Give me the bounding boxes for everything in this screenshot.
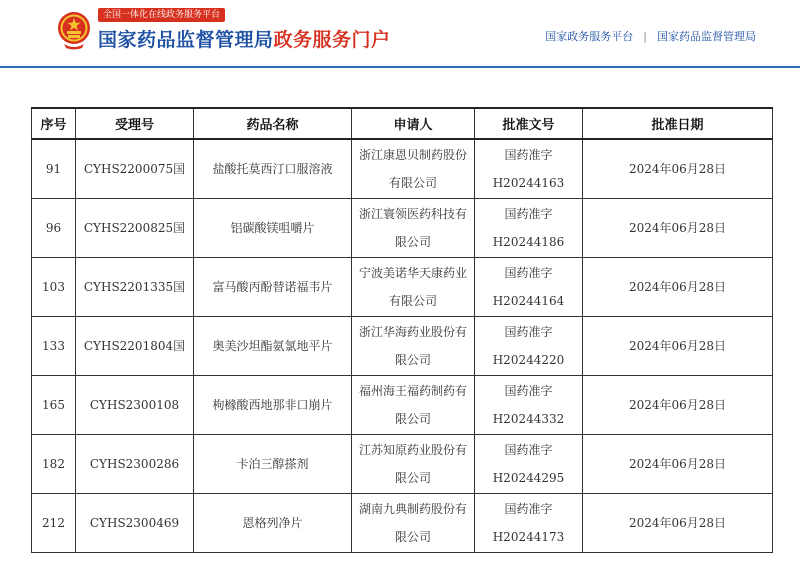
cell-no: 133	[32, 317, 76, 376]
approval-table	[31, 107, 773, 553]
col-header-approval-date: 批准日期	[583, 108, 773, 139]
cell-applicant: 福州海王福药制药有限公司	[352, 376, 475, 435]
cell-applicant: 浙江康恩贝制药股份有限公司	[352, 139, 475, 199]
cell-approval-no: 国药准字H20244173	[475, 494, 583, 553]
cell-approval-date: 2024年06月28日	[583, 435, 773, 494]
cell-approval-date: 2024年06月28日	[583, 199, 773, 258]
portal-title-main: 国家药品监督管理局	[98, 29, 274, 51]
cell-approval-date: 2024年06月28日	[583, 258, 773, 317]
col-header-approval-no: 批准文号	[475, 108, 583, 139]
cell-approval-date: 2024年06月28日	[583, 376, 773, 435]
table-row	[32, 139, 773, 199]
cell-no: 212	[32, 494, 76, 553]
table-row	[32, 199, 773, 258]
table-row	[32, 376, 773, 435]
cell-drug-name: 盐酸托莫西汀口服溶液	[194, 139, 352, 199]
site-header	[0, 0, 800, 68]
cell-approval-no: 国药准字H20244332	[475, 376, 583, 435]
cell-no: 96	[32, 199, 76, 258]
cell-applicant: 浙江寰领医药科技有限公司	[352, 199, 475, 258]
col-header-applicant: 申请人	[352, 108, 475, 139]
table-row	[32, 435, 773, 494]
cell-accept-no: CYHS2300469	[76, 494, 194, 553]
top-links	[545, 28, 756, 46]
table-row	[32, 258, 773, 317]
cell-approval-date: 2024年06月28日	[583, 317, 773, 376]
cell-drug-name: 铝碳酸镁咀嚼片	[194, 199, 352, 258]
cell-no: 165	[32, 376, 76, 435]
cell-approval-no: 国药准字H20244220	[475, 317, 583, 376]
col-header-accept-no: 受理号	[76, 108, 194, 139]
cell-approval-no: 国药准字H20244186	[475, 199, 583, 258]
col-header-drug-name: 药品名称	[194, 108, 352, 139]
col-header-no: 序号	[32, 108, 76, 139]
cell-drug-name: 枸橼酸西地那非口崩片	[194, 376, 352, 435]
cell-no: 182	[32, 435, 76, 494]
cell-accept-no: CYHS2200825国	[76, 199, 194, 258]
link-separator: |	[643, 30, 647, 43]
cell-accept-no: CYHS2300286	[76, 435, 194, 494]
cell-accept-no: CYHS2300108	[76, 376, 194, 435]
portal-title-sub: 政务服务门户	[273, 29, 391, 51]
table-row	[32, 494, 773, 553]
cell-accept-no: CYHS2200075国	[76, 139, 194, 199]
cell-drug-name: 卡泊三醇搽剂	[194, 435, 352, 494]
table-header-row	[32, 108, 773, 139]
platform-tag: 全国一体化在线政务服务平台	[98, 8, 225, 22]
cell-no: 103	[32, 258, 76, 317]
table-row	[32, 317, 773, 376]
cell-applicant: 湖南九典制药股份有限公司	[352, 494, 475, 553]
portal-title[interactable]	[98, 26, 391, 54]
cell-no: 91	[32, 139, 76, 199]
cell-approval-date: 2024年06月28日	[583, 139, 773, 199]
link-national-gov-service[interactable]: 国家政务服务平台	[545, 30, 634, 43]
cell-accept-no: CYHS2201804国	[76, 317, 194, 376]
national-emblem-icon[interactable]	[56, 10, 92, 50]
cell-approval-no: 国药准字H20244163	[475, 139, 583, 199]
cell-approval-no: 国药准字H20244295	[475, 435, 583, 494]
cell-drug-name: 恩格列净片	[194, 494, 352, 553]
cell-approval-date: 2024年06月28日	[583, 494, 773, 553]
cell-drug-name: 富马酸丙酚替诺福韦片	[194, 258, 352, 317]
cell-accept-no: CYHS2201335国	[76, 258, 194, 317]
cell-applicant: 浙江华海药业股份有限公司	[352, 317, 475, 376]
cell-applicant: 宁波美诺华天康药业有限公司	[352, 258, 475, 317]
cell-applicant: 江苏知原药业股份有限公司	[352, 435, 475, 494]
cell-approval-no: 国药准字H20244164	[475, 258, 583, 317]
link-nmpa[interactable]: 国家药品监督管理局	[657, 30, 756, 43]
cell-drug-name: 奥美沙坦酯氨氯地平片	[194, 317, 352, 376]
